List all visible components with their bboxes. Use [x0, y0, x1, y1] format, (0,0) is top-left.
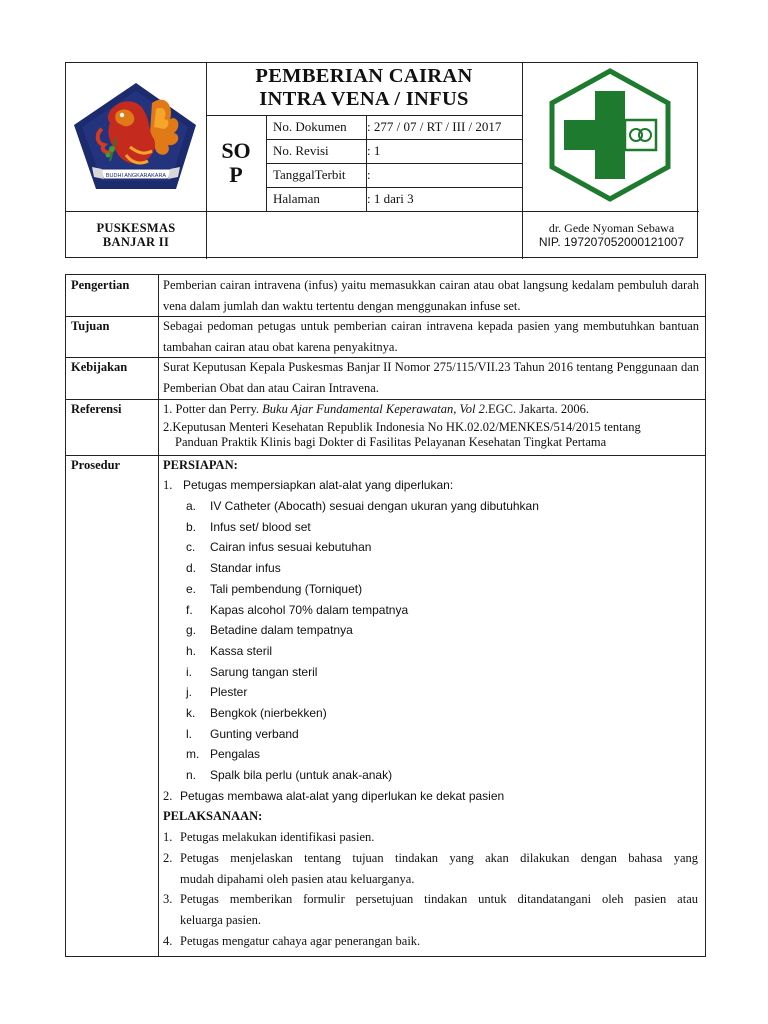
- regency-emblem-logo: [66, 63, 206, 211]
- equipment-item: Kassa steril: [210, 643, 273, 658]
- document-title: [206, 65, 522, 111]
- meta-label: Halaman: [273, 191, 320, 206]
- equipment-item: Pengalas: [210, 747, 261, 762]
- equipment-item-letter: a.: [186, 499, 197, 513]
- section-text-pengertian: Pemberian cairan intravena (infus) yaitu memasukkan cairan atau obat langsung kedalam pembuluh darah vena dalam jumlah dan waktu tertentu dengan menggunakan infuse set.: [163, 278, 699, 313]
- step-number: 1.: [163, 830, 173, 844]
- section-label-pengertian: Pengertian: [71, 278, 130, 292]
- procedure-step: Petugas mempersiapkan alat-alat yang diperlukan:: [183, 478, 454, 492]
- equipment-item: Spalk bila perlu (untuk anak-anak): [210, 768, 393, 783]
- emblem-banner-text: BUDHI ANGKARAKARA: [105, 173, 167, 179]
- equipment-item: Cairan infus sesuai kebutuhan: [210, 540, 372, 555]
- step-number: 1.: [163, 478, 173, 492]
- equipment-item: Standar infus: [210, 561, 281, 576]
- document-header: [65, 62, 698, 258]
- sop-label: [206, 115, 266, 211]
- equipment-item: Bengkok (nierbekken): [210, 706, 327, 720]
- equipment-item-letter: c.: [186, 540, 196, 555]
- equipment-item: IV Catheter (Abocath) sesuai dengan ukuran yang dibutuhkan: [210, 499, 539, 513]
- equipment-item-letter: g.: [186, 623, 197, 638]
- reference-1-suffix: .EGC. Jakarta. 2006.: [484, 402, 589, 416]
- persiapan-heading: PERSIAPAN:: [163, 458, 238, 472]
- meta-label: No. Dokumen: [273, 119, 347, 134]
- equipment-item-letter: h.: [186, 643, 197, 658]
- equipment-item: Sarung tangan steril: [210, 664, 318, 679]
- procedure-step: Petugas membawa alat-alat yang diperlukan ke dekat pasien: [180, 789, 505, 803]
- row-divider: [66, 455, 705, 456]
- signer-name: dr. Gede Nyoman Sebawa: [548, 221, 675, 235]
- procedure-step-continued: mudah dipahami oleh pasien atau keluarganya.: [180, 872, 415, 886]
- meta-label: No. Revisi: [273, 143, 329, 158]
- equipment-item-letter: l.: [186, 726, 192, 741]
- reference-2-line: 2.Keputusan Menteri Kesehatan Republik Indonesia No HK.02.02/MENKES/514/2015 tentang: [163, 420, 641, 434]
- step-number: 3.: [163, 892, 173, 906]
- meta-label: TanggalTerbit: [273, 167, 346, 182]
- step-number: 4.: [163, 934, 173, 948]
- pelaksanaan-heading: PELAKSANAAN:: [163, 809, 263, 823]
- sop-content-table: [65, 274, 706, 957]
- reference-1: [163, 399, 589, 419]
- org-line: BANJAR II: [102, 235, 170, 249]
- procedure-step: Petugas menjelaskan tentang tujuan tindakan yang akan dilakukan dengan bahasa yang: [180, 851, 698, 865]
- equipment-item-letter: n.: [186, 768, 197, 783]
- equipment-item-letter: m.: [186, 747, 200, 762]
- equipment-item-letter: f.: [186, 602, 193, 617]
- equipment-item: Infus set/ blood set: [210, 519, 311, 534]
- meta-value: : 277 / 07 / RT / III / 2017: [367, 119, 502, 134]
- reference-2-line: Panduan Praktik Klinis bagi Dokter di Fasilitas Pelayanan Kesehatan Tingkat Pertama: [175, 435, 607, 449]
- meta-value: : 1: [367, 143, 381, 158]
- equipment-item-letter: d.: [186, 561, 197, 576]
- equipment-item: Plester: [210, 685, 248, 700]
- section-label-referensi: Referensi: [71, 402, 122, 416]
- step-number: 2.: [163, 789, 173, 803]
- equipment-item-letter: b.: [186, 519, 197, 534]
- reference-1-book-title: Buku Ajar Fundamental Keperawatan, Vol 2: [262, 402, 485, 416]
- procedure-step: Petugas mengatur cahaya agar penerangan baik.: [180, 934, 421, 948]
- meta-value: :: [367, 167, 371, 182]
- reference-1-prefix: 1. Potter dan Perry.: [163, 402, 260, 416]
- org-line: PUSKESMAS: [96, 221, 176, 235]
- signer-nip: NIP. 197207052000121007: [538, 235, 685, 249]
- meta-row-revision: [266, 139, 522, 163]
- procedure-step-continued: keluarga pasien.: [180, 913, 261, 927]
- meta-row-page: [266, 187, 522, 211]
- meta-value: : 1 dari 3: [367, 191, 414, 206]
- step-number: 2.: [163, 851, 173, 865]
- equipment-item: Betadine dalam tempatnya: [210, 623, 353, 638]
- section-label-kebijakan: Kebijakan: [71, 360, 128, 374]
- equipment-item-letter: i.: [186, 664, 192, 679]
- equipment-item: Kapas alcohol 70% dalam tempatnya: [210, 602, 409, 617]
- equipment-item: Gunting verband: [210, 726, 299, 741]
- column-divider: [158, 275, 159, 956]
- section-label-prosedur: Prosedur: [71, 458, 121, 472]
- equipment-item-letter: j.: [186, 685, 192, 700]
- title-line: INTRA VENA / INFUS: [259, 88, 469, 110]
- puskesmas-cross-logo: [522, 63, 699, 211]
- signatory: [524, 211, 699, 259]
- procedure-step: Petugas melakukan identifikasi pasien.: [180, 830, 375, 844]
- sop-line: SO: [221, 138, 251, 163]
- equipment-item: Tali pembendung (Torniquet): [210, 581, 363, 596]
- equipment-item-letter: k.: [186, 706, 196, 720]
- title-line: PEMBERIAN CAIRAN: [255, 65, 473, 87]
- section-text-tujuan: Sebagai pedoman petugas untuk pemberian cairan intravena kepada pasien yang membutuhkan bantuan tambahan cairan atau obat karena penyakitnya.: [163, 319, 699, 354]
- section-label-tujuan: Tujuan: [71, 319, 110, 333]
- organization-name: [66, 211, 206, 259]
- meta-row-issue-date: [266, 163, 522, 187]
- meta-row-document-number: [266, 115, 522, 139]
- procedure-step: Petugas memberikan formulir persetujuan tindakan untuk ditandatangani oleh pasien atau: [180, 892, 698, 906]
- sop-line: P: [229, 162, 243, 187]
- section-text-kebijakan: Surat Keputusan Kepala Puskesmas Banjar II Nomor 275/115/VII.23 Tahun 2016 tentang Penggunaan dan Pemberian Obat dan atau Cairan Intravena.: [163, 360, 699, 395]
- equipment-item-letter: e.: [186, 581, 197, 596]
